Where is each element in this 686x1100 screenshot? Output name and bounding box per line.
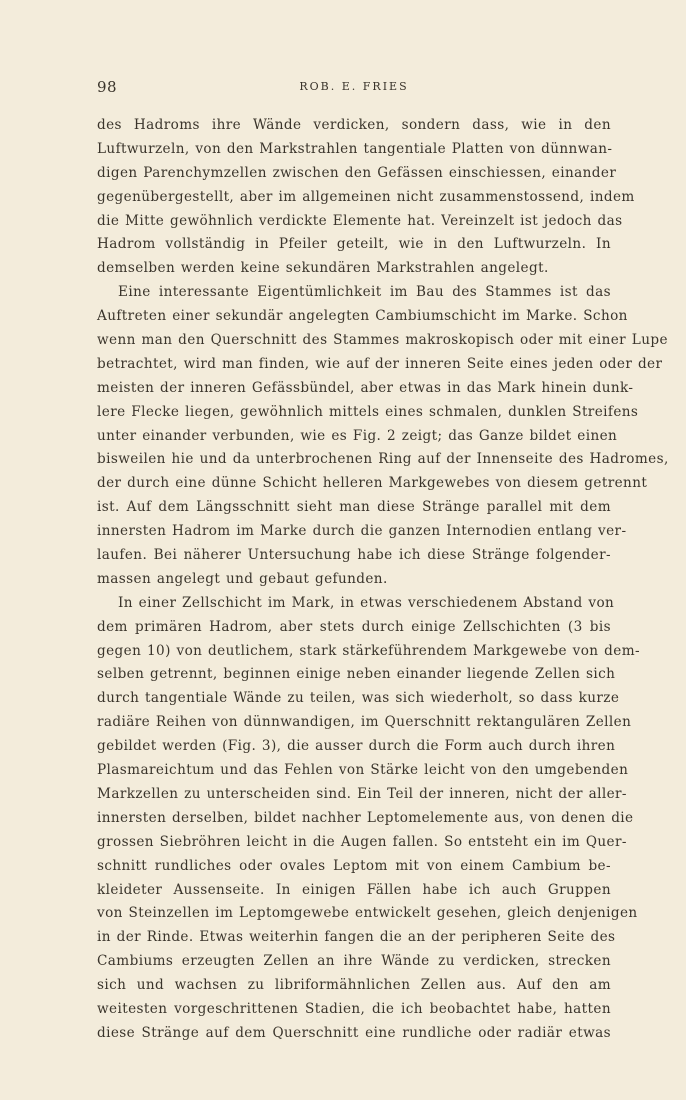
- text-line: Auftreten einer sekundär angelegten Cambiumschicht im Marke. Schon: [97, 308, 628, 325]
- text-line: Markzellen zu unterscheiden sind. Ein Teil der inneren, nicht der aller-: [97, 785, 627, 802]
- text-line: unter einander verbunden, wie es Fig. 2 zeigt; das Ganze bildet einen: [97, 427, 618, 444]
- text-line: radiäre Reihen von dünnwandigen, im Querschnitt rektangulären Zellen: [97, 714, 632, 731]
- text-line: lere Flecke liegen, gewöhnlich mittels eines schmalen, dunklen Streifens: [97, 403, 639, 420]
- text-line: durch tangentiale Wände zu teilen, was sich wiederholt, so dass kurze: [97, 690, 620, 707]
- text-line: Luftwurzeln, von den Markstrahlen tangentiale Platten von dünnwan-: [97, 140, 613, 157]
- text-line: gegenübergestellt, aber im allgemeinen nicht zusammenstossend, indem: [97, 188, 635, 205]
- text-line: in der Rinde. Etwas weiterhin fangen die an der peripheren Seite des: [97, 929, 616, 946]
- text-line: selben getrennt, beginnen einige neben einander liegende Zellen sich: [97, 666, 616, 683]
- text-line: Plasmareichtum und das Fehlen von Stärke leicht von den umgebenden: [97, 762, 629, 779]
- body-text: [97, 114, 669, 1046]
- text-line: weitesten vorgeschrittenen Stadien, die ich beobachtet habe, hatten: [97, 1000, 611, 1017]
- text-line: gegen 10) von deutlichem, stark stärkeführendem Markgewebe von dem-: [97, 642, 640, 659]
- text-line: der durch eine dünne Schicht helleren Markgewebes von diesem getrennt: [97, 475, 648, 492]
- text-line: bisweilen hie und da unterbrochenen Ring auf der Innenseite des Hadromes,: [97, 451, 669, 468]
- text-line: innersten Hadrom im Marke durch die ganzen Internodien entlang ver-: [97, 523, 627, 540]
- text-line: ist. Auf dem Längsschnitt sieht man diese Stränge parallel mit dem: [97, 499, 611, 516]
- text-line: des Hadroms ihre Wände verdicken, sondern dass, wie in den: [97, 117, 611, 133]
- page-number: 98: [97, 78, 118, 96]
- page-header: [97, 78, 611, 98]
- text-line: Cambiums erzeugten Zellen an ihre Wände zu verdicken, strecken: [97, 953, 611, 970]
- text-line: sich und wachsen zu libriformähnlichen Zellen aus. Auf den am: [97, 977, 611, 994]
- text-line: schnitt rundliches oder ovales Leptom mit von einem Cambium be-: [97, 857, 611, 874]
- text-line: grossen Siebröhren leicht in die Augen fallen. So entsteht ein im Quer-: [97, 833, 627, 850]
- text-line: Hadrom vollständig in Pfeiler geteilt, wie in den Luftwurzeln. In: [97, 236, 611, 253]
- text-line: Eine interessante Eigentümlichkeit im Bau des Stammes ist das: [118, 284, 611, 301]
- text-line: kleideter Aussenseite. In einigen Fällen habe ich auch Gruppen: [97, 881, 611, 898]
- text-line: digen Parenchymzellen zwischen den Gefässen einschiessen, einander: [97, 164, 617, 181]
- text-line: dem primären Hadrom, aber stets durch einige Zellschichten (3 bis: [97, 618, 611, 635]
- text-line: gebildet werden (Fig. 3), die ausser durch die Form auch durch ihren: [97, 738, 616, 755]
- text-line: laufen. Bei näherer Untersuchung habe ich diese Stränge folgender-: [97, 547, 611, 564]
- text-line: demselben werden keine sekundären Markstrahlen angelegt.: [97, 260, 549, 277]
- text-line: von Steinzellen im Leptomgewebe entwickelt gesehen, gleich denjenigen: [97, 905, 638, 922]
- running-head: ROB. E. FRIES: [299, 80, 409, 93]
- text-line: massen angelegt und gebaut gefunden.: [97, 570, 388, 587]
- text-line: meisten der inneren Gefässbündel, aber etwas in das Mark hinein dunk-: [97, 379, 634, 396]
- text-line: diese Stränge auf dem Querschnitt eine rundliche oder radiär etwas: [97, 1024, 611, 1041]
- text-line: die Mitte gewöhnlich verdickte Elemente hat. Vereinzelt ist jedoch das: [97, 212, 623, 229]
- text-line: wenn man den Querschnitt des Stammes makroskopisch oder mit einer Lupe: [97, 332, 668, 349]
- text-line: In einer Zellschicht im Mark, in etwas verschiedenem Abstand von: [118, 594, 615, 611]
- text-line: betrachtet, wird man finden, wie auf der inneren Seite eines jeden oder der: [97, 355, 663, 372]
- text-line: innersten derselben, bildet nachher Leptomelemente aus, von denen die: [97, 809, 634, 826]
